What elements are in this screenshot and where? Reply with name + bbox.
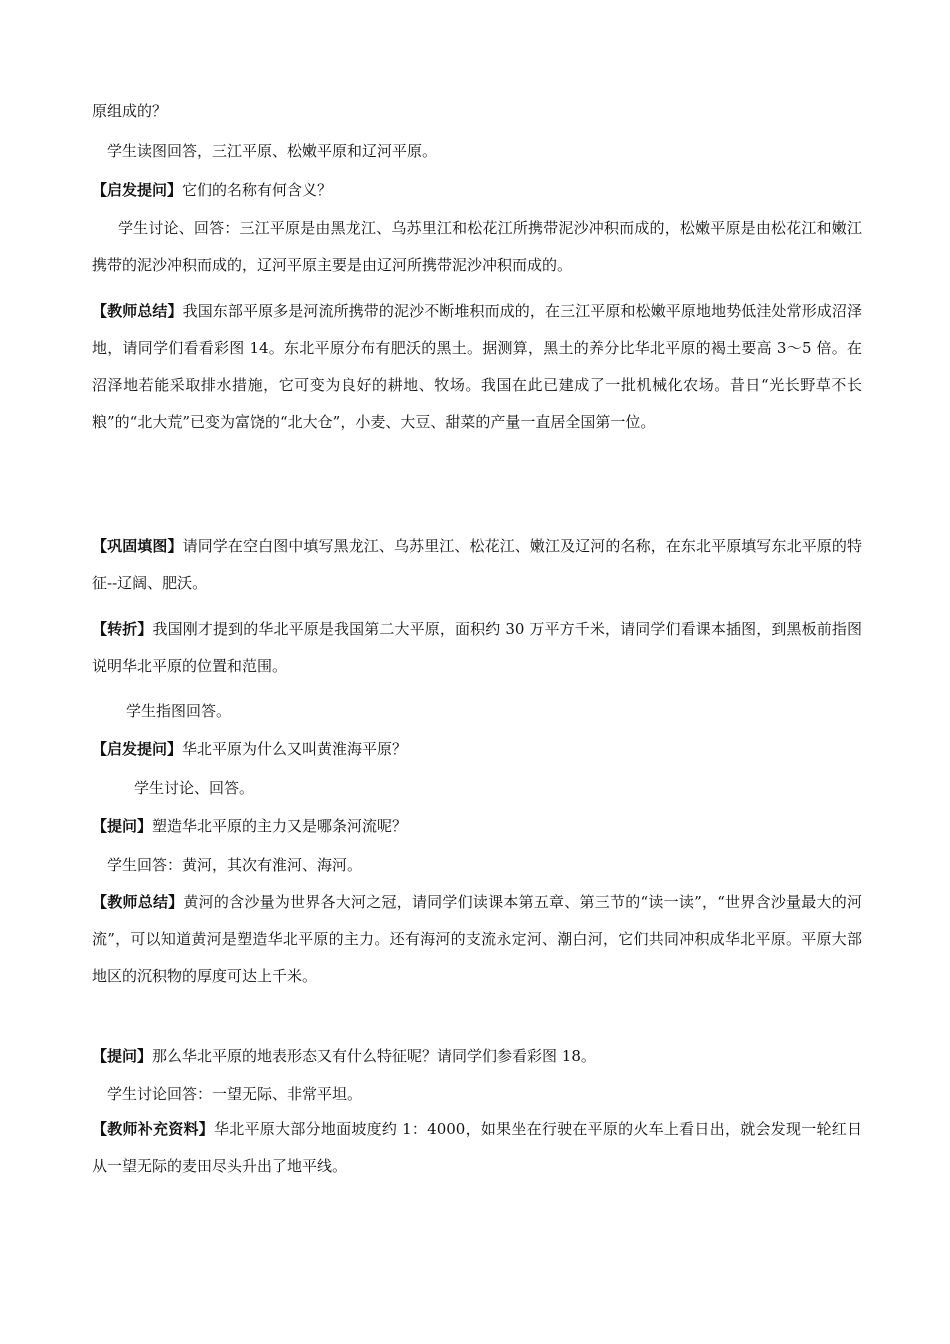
paragraph-text: 那么华北平原的地表形态又有什么特征呢？请同学们参看彩图 18。 — [152, 1047, 596, 1065]
paragraph-prompt-question-2 — [92, 731, 862, 768]
paragraph-map-exercise — [92, 528, 862, 602]
paragraph-text: 它们的名称有何含义？ — [182, 181, 333, 199]
paragraph-student-answer — [92, 133, 862, 170]
paragraph-teacher-supplement — [92, 1111, 862, 1185]
section-tag: 【转折】 — [92, 620, 153, 638]
section-tag: 【教师总结】 — [92, 302, 183, 320]
section-tag: 【教师总结】 — [92, 893, 184, 911]
paragraph-prompt-question — [92, 172, 862, 209]
section-tag: 【教师补充资料】 — [92, 1120, 215, 1138]
paragraph-text: 华北平原大部分地面坡度约 1：4000，如果坐在行驶在平原的火车上看日出，就会发现一轮红日从一望无际的麦田尽头升出了地平线。 — [92, 1120, 862, 1175]
paragraph-text: 学生讨论回答：一望无际、非常平坦。 — [107, 1085, 363, 1103]
paragraph-text: 学生读图回答，三江平原、松嫩平原和辽河平原。 — [107, 142, 438, 160]
paragraph-text: 原组成的？ — [92, 102, 168, 120]
paragraph-student-discussion-3 — [92, 1076, 862, 1113]
paragraph-student-answer-2 — [92, 847, 862, 884]
paragraph-transition — [92, 611, 862, 685]
paragraph-teacher-summary-2 — [92, 884, 862, 995]
section-tag: 【启发提问】 — [92, 181, 183, 199]
paragraph-question — [92, 808, 862, 845]
paragraph-student-discussion-2 — [92, 770, 862, 807]
paragraph-text: 学生指图回答。 — [126, 702, 232, 720]
paragraph-text: 我国东部平原多是河流所携带的泥沙不断堆积而成的，在三江平原和松嫩平原地地势低洼处常形成沼泽地，请同学们看看彩图 14。东北平原分布有肥沃的黑土。据测算，黑土的养分比华北平原的褐土要高 3～5 倍。在沼泽地若能采取排水措施，它可变为良好的耕地、牧场。我国在此已建成了一批机械化农场。昔日“光长野草不长粮”的“北大荒”已变为富饶的“北大仓”，小麦、大豆、甜菜的产量一直居全国第一位。 — [92, 302, 862, 431]
paragraph-text: 请同学在空白图中填写黑龙江、乌苏里江、松花江、嫩江及辽河的名称，在东北平原填写东北平原的特征--辽阔、肥沃。 — [92, 537, 862, 592]
paragraph-question-2 — [92, 1038, 862, 1075]
section-tag: 【启发提问】 — [92, 740, 183, 758]
paragraph-text: 学生回答：黄河，其次有淮河、海河。 — [107, 856, 363, 874]
paragraph-text: 黄河的含沙量为世界各大河之冠，请同学们读课本第五章、第三节的“读一读”，“世界含沙量最大的河流”，可以知道黄河是塑造华北平原的主力。还有海河的支流永定河、潮白河，它们共同冲积成华北平原。平原大部地区的沉积物的厚度可达上千米。 — [92, 893, 862, 985]
paragraph-text: 华北平原为什么又叫黄淮海平原？ — [182, 740, 408, 758]
section-tag: 【巩固填图】 — [92, 537, 183, 555]
paragraph-student-point — [92, 693, 862, 730]
section-tag: 【提问】 — [92, 1047, 153, 1065]
paragraph-student-discussion — [92, 210, 862, 284]
paragraph-text: 我国刚才提到的华北平原是我国第二大平原，面积约 30 万平方千米，请同学们看课本插图，到黑板前指图说明华北平原的位置和范围。 — [92, 620, 862, 675]
paragraph-text: 塑造华北平原的主力又是哪条河流呢？ — [152, 817, 408, 835]
paragraph-intro — [92, 93, 862, 130]
paragraph-text: 学生讨论、回答：三江平原是由黑龙江、乌苏里江和松花江所携带泥沙冲积而成的，松嫩平原是由松花江和嫩江携带的泥沙冲积而成的，辽河平原主要是由辽河所携带泥沙冲积而成的。 — [92, 219, 862, 274]
paragraph-teacher-summary — [92, 293, 862, 441]
paragraph-text: 学生讨论、回答。 — [134, 779, 255, 797]
section-tag: 【提问】 — [92, 817, 153, 835]
